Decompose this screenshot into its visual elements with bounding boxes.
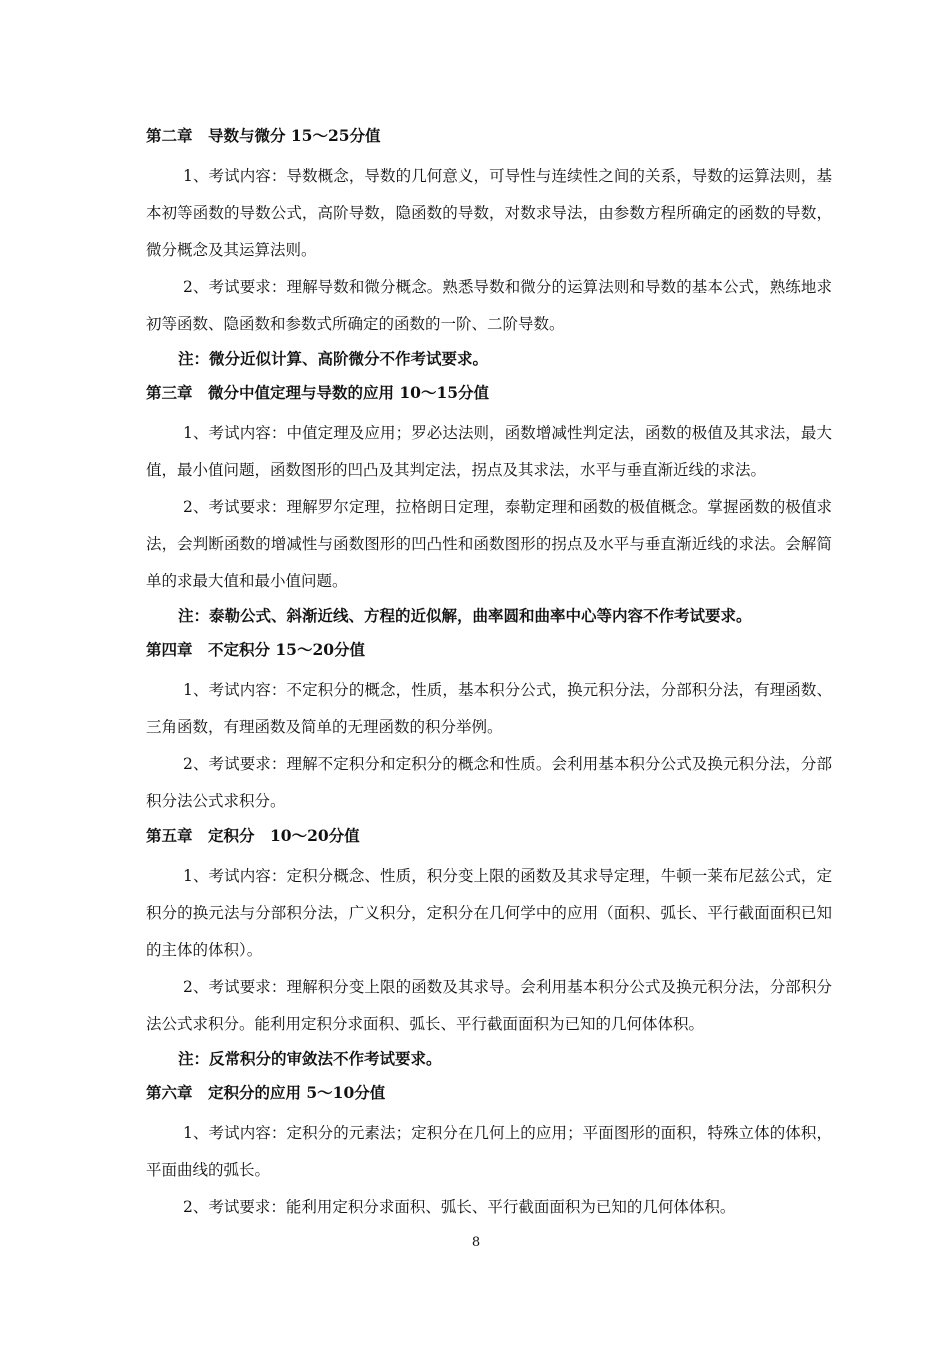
chapter-5-requirement: 2、考试要求：理解积分变上限的函数及其求导。会利用基本积分公式及换元积分法，分部积分法公式求积分。能利用定积分求面积、弧长、平行截面面积为已知的几何体体积。 xyxy=(146,978,832,1033)
chapter-3-content: 1、考试内容：中值定理及应用；罗必达法则，函数增减性判定法，函数的极值及其求法，最大值，最小值问题，函数图形的凹凸及其判定法，拐点及其求法，水平与垂直渐近线的求法。 xyxy=(146,424,832,479)
page-content xyxy=(146,120,832,1226)
chapter-2-title: 第二章 导数与微分 15～25分值 xyxy=(146,126,381,145)
chapter-4-title: 第四章 不定积分 15～20分值 xyxy=(146,640,366,659)
chapter-4-content: 1、考试内容：不定积分的概念，性质，基本积分公式，换元积分法，分部积分法，有理函数、三角函数，有理函数及简单的无理函数的积分举例。 xyxy=(146,681,832,736)
chapter-5-content: 1、考试内容：定积分概念、性质，积分变上限的函数及其求导定理，牛顿一莱布尼兹公式，定积分的换元法与分部积分法，广义积分，定积分在几何学中的应用（面积、弧长、平行截面面积已知的主体的体积）。 xyxy=(146,867,832,959)
chapter-6-title: 第六章 定积分的应用 5～10分值 xyxy=(146,1083,386,1102)
chapter-6-content: 1、考试内容：定积分的元素法；定积分在几何上的应用；平面图形的面积，特殊立体的体积，平面曲线的弧长。 xyxy=(146,1124,832,1179)
chapter-5-title: 第五章 定积分 10～20分值 xyxy=(146,826,360,845)
chapter-5-section xyxy=(146,824,832,1071)
page-number: 8 xyxy=(471,1235,481,1250)
chapter-6-section xyxy=(146,1081,832,1226)
chapter-2-requirement: 2、考试要求：理解导数和微分概念。熟悉导数和微分的运算法则和导数的基本公式，熟练地求初等函数、隐函数和参数式所确定的函数的一阶、二阶导数。 xyxy=(146,278,832,333)
chapter-6-requirement: 2、考试要求：能利用定积分求面积、弧长、平行截面面积为已知的几何体体积。 xyxy=(183,1198,736,1216)
chapter-3-requirement: 2、考试要求：理解罗尔定理，拉格朗日定理，泰勒定理和函数的极值概念。掌握函数的极值求法，会判断函数的增减性与函数图形的凹凸性和函数图形的拐点及水平与垂直渐近线的求法。会解简单的求最大值和最小值问题。 xyxy=(146,498,832,590)
chapter-2-content: 1、考试内容：导数概念，导数的几何意义，可导性与连续性之间的关系，导数的运算法则，基本初等函数的导数公式，高阶导数，隐函数的导数，对数求导法，由参数方程所确定的函数的导数，微分概念及其运算法则。 xyxy=(146,167,832,259)
chapter-4-requirement: 2、考试要求：理解不定积分和定积分的概念和性质。会利用基本积分公式及换元积分法，分部积分法公式求积分。 xyxy=(146,755,832,810)
chapter-2-note: 注：微分近似计算、高阶微分不作考试要求。 xyxy=(178,349,489,368)
chapter-3-title: 第三章 微分中值定理与导数的应用 10～15分值 xyxy=(146,383,490,402)
chapter-3-note: 注：泰勒公式、斜渐近线、方程的近似解，曲率圆和曲率中心等内容不作考试要求。 xyxy=(178,606,752,625)
chapter-2-section xyxy=(146,124,832,371)
chapter-3-section xyxy=(146,381,832,628)
chapter-4-section xyxy=(146,638,832,820)
chapter-5-note: 注：反常积分的审敛法不作考试要求。 xyxy=(178,1049,442,1068)
